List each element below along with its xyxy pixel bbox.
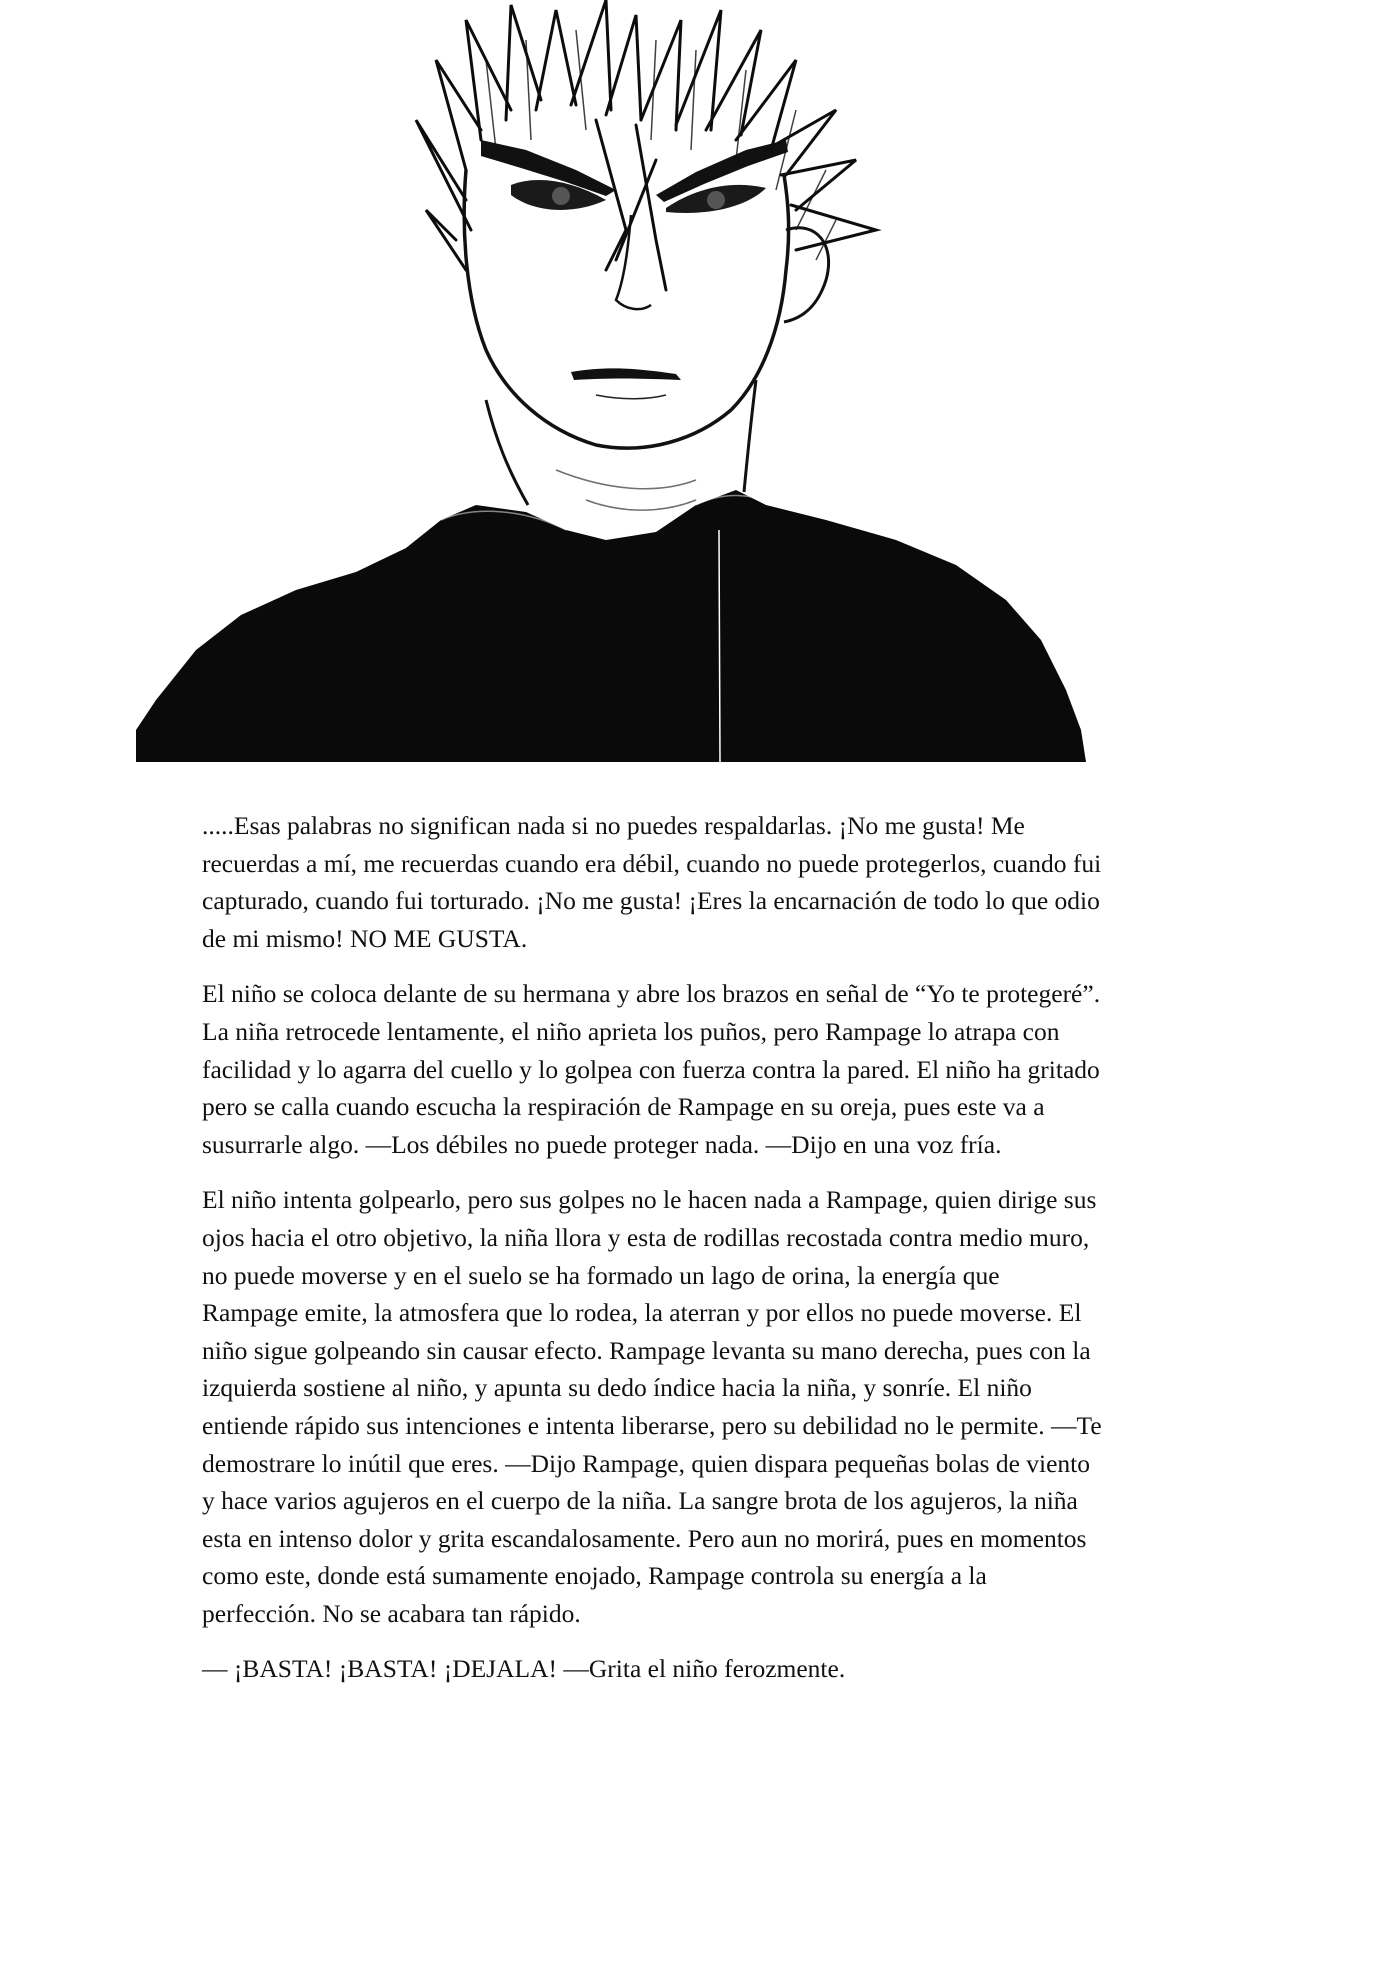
text-line: susurrarle algo. —Los débiles no puede proteger nada. —Dijo en una voz fría. xyxy=(202,1129,1002,1159)
text-line: facilidad y lo agarra del cuello y lo golpea con fuerza contra la pared. El niño ha gritado xyxy=(202,1054,1100,1084)
paragraph-2 xyxy=(202,975,1212,1163)
text-line: esta en intenso dolor y grita escandalosamente. Pero aun no morirá, pues en momentos xyxy=(202,1523,1087,1553)
character-illustration xyxy=(136,0,1240,762)
text-line: como este, donde está sumamente enojado, Rampage controla su energía a la xyxy=(202,1561,987,1591)
text-line: ojos hacia el otro objetivo, la niña llora y esta de rodillas recostada contra medio muro, xyxy=(202,1222,1090,1252)
text-line: Rampage emite, la atmosfera que lo rodea, la aterran y por ellos no puede moverse. El xyxy=(202,1298,1082,1328)
text-line: entiende rápido sus intenciones e intenta liberarse, pero su debilidad no le permite. —Te xyxy=(202,1410,1102,1440)
text-line: — ¡BASTA! ¡BASTA! ¡DEJALA! —Grita el niño ferozmente. xyxy=(202,1654,846,1684)
story-text xyxy=(202,807,1212,1706)
text-line: demostrare lo inútil que eres. —Dijo Rampage, quien dispara pequeñas bolas de viento xyxy=(202,1448,1091,1478)
paragraph-3 xyxy=(202,1181,1212,1632)
text-line: recuerdas a mí, me recuerdas cuando era débil, cuando no puede protegerlos, cuando fui xyxy=(202,848,1102,878)
text-line: La niña retrocede lentamente, el niño aprieta los puños, pero Rampage lo atrapa con xyxy=(202,1016,1060,1046)
paragraph-1 xyxy=(202,807,1212,957)
text-line: perfección. No se acabara tan rápido. xyxy=(202,1598,581,1628)
text-line: El niño intenta golpearlo, pero sus golpes no le hacen nada a Rampage, quien dirige sus xyxy=(202,1185,1097,1215)
paragraph-4 xyxy=(202,1650,1212,1688)
text-line: de mi mismo! NO ME GUSTA. xyxy=(202,923,528,953)
ink-drawing-icon xyxy=(136,0,1240,762)
text-line: niño sigue golpeando sin causar efecto. Rampage levanta su mano derecha, pues con la xyxy=(202,1335,1091,1365)
text-line: izquierda sostiene al niño, y apunta su dedo índice hacia la niña, y sonríe. El niño xyxy=(202,1373,1032,1403)
text-line: .....Esas palabras no significan nada si no puedes respaldarlas. ¡No me gusta! Me xyxy=(202,811,1025,840)
text-line: no puede moverse y en el suelo se ha formado un lago de orina, la energía que xyxy=(202,1260,1000,1290)
text-line: y hace varios agujeros en el cuerpo de la niña. La sangre brota de los agujeros, la niña xyxy=(202,1486,1078,1516)
mouth xyxy=(571,368,681,380)
text-line: capturado, cuando fui torturado. ¡No me gusta! ¡Eres la encarnación de todo lo que odio xyxy=(202,886,1100,916)
text-line: pero se calla cuando escucha la respiración de Rampage en su oreja, pues este va a xyxy=(202,1092,1045,1122)
nose xyxy=(616,215,651,309)
face-outline xyxy=(464,170,788,448)
text-line: El niño se coloca delante de su hermana y abre los brazos en señal de “Yo te protegeré”. xyxy=(202,979,1101,1009)
shirt-shape xyxy=(136,490,1086,762)
